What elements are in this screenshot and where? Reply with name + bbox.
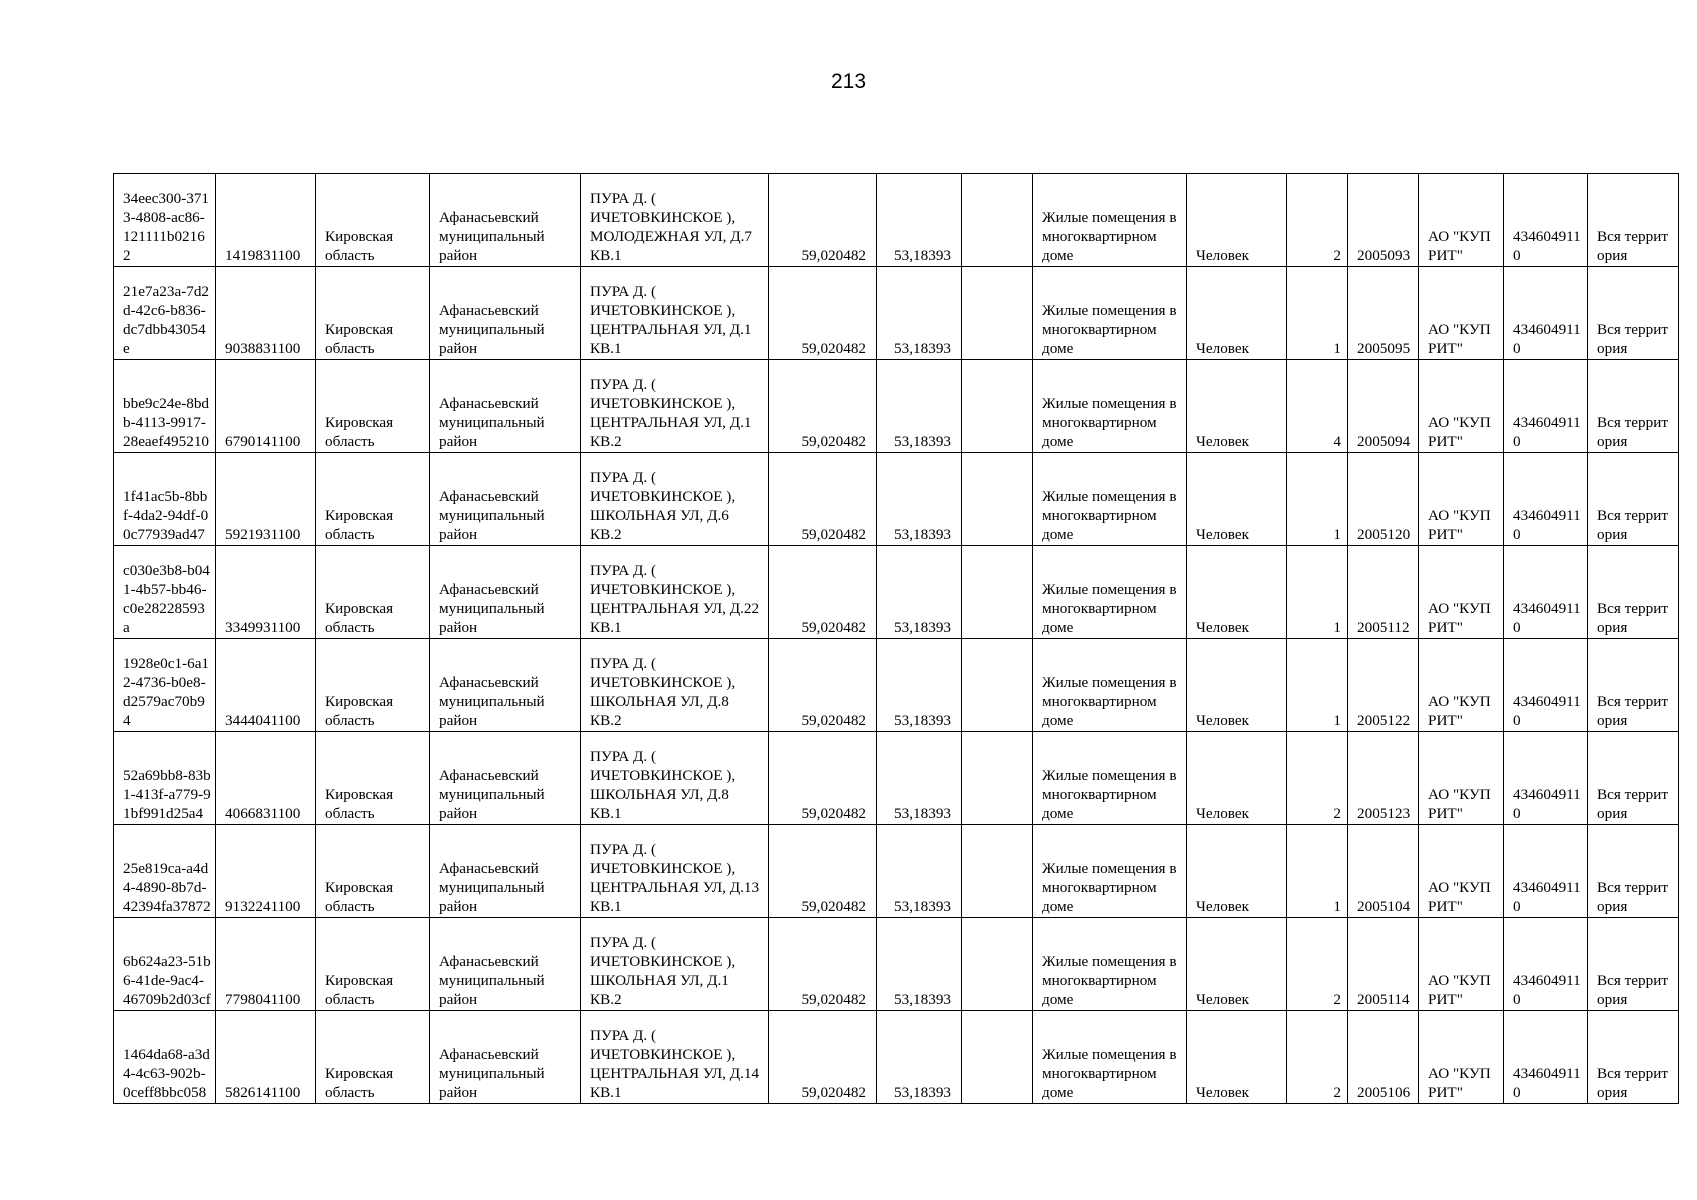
unit-cell: Человек <box>1187 546 1287 639</box>
latitude-cell: 59,020482 <box>769 174 877 267</box>
inn-cell: 4346049110 <box>1504 267 1588 360</box>
inn-cell: 4346049110 <box>1504 546 1588 639</box>
territory-cell: Вся территория <box>1588 1011 1679 1104</box>
inn-cell: 4346049110 <box>1504 360 1588 453</box>
code-cell: 3444041100 <box>216 639 316 732</box>
territory-cell: Вся территория <box>1588 639 1679 732</box>
latitude-cell: 59,020482 <box>769 918 877 1011</box>
longitude-cell: 53,18393 <box>877 360 962 453</box>
number-cell: 2005093 <box>1348 174 1419 267</box>
longitude-cell: 53,18393 <box>877 453 962 546</box>
inn-cell: 4346049110 <box>1504 918 1588 1011</box>
premises-type-cell: Жилые помещения в многоквартирном доме <box>1033 825 1187 918</box>
count-cell: 2 <box>1287 174 1348 267</box>
count-cell: 1 <box>1287 639 1348 732</box>
record-id-cell: 1928e0c1-6a12-4736-b0e8-d2579ac70b94 <box>114 639 216 732</box>
code-cell: 6790141100 <box>216 360 316 453</box>
address-cell: ПУРА Д. ( ИЧЕТОВКИНСКОЕ ), ЦЕНТРАЛЬНАЯ УЛ, Д.13 КВ.1 <box>581 825 769 918</box>
territory-cell: Вся территория <box>1588 918 1679 1011</box>
region-cell: Кировская область <box>316 1011 430 1104</box>
record-id-cell: 21e7a23a-7d2d-42c6-b836-dc7dbb43054e <box>114 267 216 360</box>
number-cell: 2005104 <box>1348 825 1419 918</box>
number-cell: 2005095 <box>1348 267 1419 360</box>
empty-cell <box>962 639 1033 732</box>
territory-cell: Вся территория <box>1588 174 1679 267</box>
record-id-cell: 1464da68-a3d4-4c63-902b-0ceff8bbc058 <box>114 1011 216 1104</box>
count-cell: 1 <box>1287 267 1348 360</box>
count-cell: 2 <box>1287 732 1348 825</box>
code-cell: 5921931100 <box>216 453 316 546</box>
address-cell: ПУРА Д. ( ИЧЕТОВКИНСКОЕ ), ЦЕНТРАЛЬНАЯ УЛ, Д.22 КВ.1 <box>581 546 769 639</box>
count-cell: 2 <box>1287 1011 1348 1104</box>
region-cell: Кировская область <box>316 546 430 639</box>
organization-cell: АО "КУПРИТ" <box>1419 453 1504 546</box>
table-row <box>114 1011 1679 1104</box>
premises-type-cell: Жилые помещения в многоквартирном доме <box>1033 732 1187 825</box>
premises-type-cell: Жилые помещения в многоквартирном доме <box>1033 1011 1187 1104</box>
record-id-cell: 1f41ac5b-8bbf-4da2-94df-00c77939ad47 <box>114 453 216 546</box>
unit-cell: Человек <box>1187 174 1287 267</box>
address-cell: ПУРА Д. ( ИЧЕТОВКИНСКОЕ ), МОЛОДЕЖНАЯ УЛ, Д.7 КВ.1 <box>581 174 769 267</box>
address-cell: ПУРА Д. ( ИЧЕТОВКИНСКОЕ ), ШКОЛЬНАЯ УЛ, Д.8 КВ.2 <box>581 639 769 732</box>
unit-cell: Человек <box>1187 825 1287 918</box>
number-cell: 2005106 <box>1348 1011 1419 1104</box>
empty-cell <box>962 453 1033 546</box>
number-cell: 2005123 <box>1348 732 1419 825</box>
latitude-cell: 59,020482 <box>769 732 877 825</box>
district-cell: Афанасьевский муниципальный район <box>430 174 581 267</box>
code-cell: 4066831100 <box>216 732 316 825</box>
empty-cell <box>962 825 1033 918</box>
record-id-cell: 6b624a23-51b6-41de-9ac4-46709b2d03cf <box>114 918 216 1011</box>
table-body <box>114 174 1679 1104</box>
page-number: 213 <box>830 70 867 93</box>
region-cell: Кировская область <box>316 918 430 1011</box>
table-row <box>114 174 1679 267</box>
record-id-cell: bbe9c24e-8bdb-4113-9917-28eaef495210 <box>114 360 216 453</box>
empty-cell <box>962 732 1033 825</box>
organization-cell: АО "КУПРИТ" <box>1419 918 1504 1011</box>
unit-cell: Человек <box>1187 1011 1287 1104</box>
region-cell: Кировская область <box>316 174 430 267</box>
table-row <box>114 639 1679 732</box>
latitude-cell: 59,020482 <box>769 1011 877 1104</box>
region-cell: Кировская область <box>316 453 430 546</box>
inn-cell: 4346049110 <box>1504 453 1588 546</box>
organization-cell: АО "КУПРИТ" <box>1419 732 1504 825</box>
empty-cell <box>962 918 1033 1011</box>
record-id-cell: 34eec300-3713-4808-ac86-121111b02162 <box>114 174 216 267</box>
premises-type-cell: Жилые помещения в многоквартирном доме <box>1033 918 1187 1011</box>
longitude-cell: 53,18393 <box>877 174 962 267</box>
unit-cell: Человек <box>1187 639 1287 732</box>
longitude-cell: 53,18393 <box>877 546 962 639</box>
table-row <box>114 918 1679 1011</box>
longitude-cell: 53,18393 <box>877 267 962 360</box>
district-cell: Афанасьевский муниципальный район <box>430 546 581 639</box>
empty-cell <box>962 1011 1033 1104</box>
unit-cell: Человек <box>1187 360 1287 453</box>
count-cell: 1 <box>1287 453 1348 546</box>
territory-cell: Вся территория <box>1588 825 1679 918</box>
inn-cell: 4346049110 <box>1504 639 1588 732</box>
address-cell: ПУРА Д. ( ИЧЕТОВКИНСКОЕ ), ЦЕНТРАЛЬНАЯ УЛ, Д.14 КВ.1 <box>581 1011 769 1104</box>
code-cell: 1419831100 <box>216 174 316 267</box>
code-cell: 9038831100 <box>216 267 316 360</box>
address-cell: ПУРА Д. ( ИЧЕТОВКИНСКОЕ ), ШКОЛЬНАЯ УЛ, Д.6 КВ.2 <box>581 453 769 546</box>
territory-cell: Вся территория <box>1588 732 1679 825</box>
organization-cell: АО "КУПРИТ" <box>1419 546 1504 639</box>
premises-type-cell: Жилые помещения в многоквартирном доме <box>1033 639 1187 732</box>
territory-cell: Вся территория <box>1588 360 1679 453</box>
empty-cell <box>962 546 1033 639</box>
district-cell: Афанасьевский муниципальный район <box>430 453 581 546</box>
unit-cell: Человек <box>1187 732 1287 825</box>
address-cell: ПУРА Д. ( ИЧЕТОВКИНСКОЕ ), ШКОЛЬНАЯ УЛ, Д.8 КВ.1 <box>581 732 769 825</box>
table-row <box>114 360 1679 453</box>
empty-cell <box>962 360 1033 453</box>
inn-cell: 4346049110 <box>1504 1011 1588 1104</box>
number-cell: 2005122 <box>1348 639 1419 732</box>
region-cell: Кировская область <box>316 267 430 360</box>
territory-cell: Вся территория <box>1588 453 1679 546</box>
longitude-cell: 53,18393 <box>877 639 962 732</box>
district-cell: Афанасьевский муниципальный район <box>430 360 581 453</box>
district-cell: Афанасьевский муниципальный район <box>430 639 581 732</box>
premises-type-cell: Жилые помещения в многоквартирном доме <box>1033 453 1187 546</box>
number-cell: 2005114 <box>1348 918 1419 1011</box>
latitude-cell: 59,020482 <box>769 639 877 732</box>
count-cell: 2 <box>1287 918 1348 1011</box>
inn-cell: 4346049110 <box>1504 825 1588 918</box>
empty-cell <box>962 267 1033 360</box>
organization-cell: АО "КУПРИТ" <box>1419 1011 1504 1104</box>
district-cell: Афанасьевский муниципальный район <box>430 732 581 825</box>
premises-type-cell: Жилые помещения в многоквартирном доме <box>1033 174 1187 267</box>
table-row <box>114 267 1679 360</box>
longitude-cell: 53,18393 <box>877 732 962 825</box>
code-cell: 3349931100 <box>216 546 316 639</box>
address-cell: ПУРА Д. ( ИЧЕТОВКИНСКОЕ ), ШКОЛЬНАЯ УЛ, Д.1 КВ.2 <box>581 918 769 1011</box>
latitude-cell: 59,020482 <box>769 825 877 918</box>
region-cell: Кировская область <box>316 360 430 453</box>
inn-cell: 4346049110 <box>1504 174 1588 267</box>
number-cell: 2005112 <box>1348 546 1419 639</box>
territory-cell: Вся территория <box>1588 267 1679 360</box>
empty-cell <box>962 174 1033 267</box>
longitude-cell: 53,18393 <box>877 825 962 918</box>
code-cell: 9132241100 <box>216 825 316 918</box>
code-cell: 5826141100 <box>216 1011 316 1104</box>
organization-cell: АО "КУПРИТ" <box>1419 825 1504 918</box>
code-cell: 7798041100 <box>216 918 316 1011</box>
premises-type-cell: Жилые помещения в многоквартирном доме <box>1033 360 1187 453</box>
latitude-cell: 59,020482 <box>769 546 877 639</box>
premises-type-cell: Жилые помещения в многоквартирном доме <box>1033 546 1187 639</box>
count-cell: 1 <box>1287 825 1348 918</box>
record-id-cell: 52a69bb8-83b1-413f-a779-91bf991d25a4 <box>114 732 216 825</box>
latitude-cell: 59,020482 <box>769 267 877 360</box>
address-cell: ПУРА Д. ( ИЧЕТОВКИНСКОЕ ), ЦЕНТРАЛЬНАЯ УЛ, Д.1 КВ.2 <box>581 360 769 453</box>
inn-cell: 4346049110 <box>1504 732 1588 825</box>
unit-cell: Человек <box>1187 918 1287 1011</box>
address-cell: ПУРА Д. ( ИЧЕТОВКИНСКОЕ ), ЦЕНТРАЛЬНАЯ УЛ, Д.1 КВ.1 <box>581 267 769 360</box>
territory-cell: Вся территория <box>1588 546 1679 639</box>
latitude-cell: 59,020482 <box>769 360 877 453</box>
record-id-cell: c030e3b8-b041-4b57-bb46-c0e28228593a <box>114 546 216 639</box>
count-cell: 1 <box>1287 546 1348 639</box>
table-row <box>114 546 1679 639</box>
region-cell: Кировская область <box>316 825 430 918</box>
table-row <box>114 825 1679 918</box>
organization-cell: АО "КУПРИТ" <box>1419 360 1504 453</box>
organization-cell: АО "КУПРИТ" <box>1419 174 1504 267</box>
count-cell: 4 <box>1287 360 1348 453</box>
unit-cell: Человек <box>1187 267 1287 360</box>
region-cell: Кировская область <box>316 732 430 825</box>
district-cell: Афанасьевский муниципальный район <box>430 918 581 1011</box>
district-cell: Афанасьевский муниципальный район <box>430 825 581 918</box>
table-row <box>114 732 1679 825</box>
number-cell: 2005120 <box>1348 453 1419 546</box>
registry-table <box>113 173 1679 1104</box>
premises-type-cell: Жилые помещения в многоквартирном доме <box>1033 267 1187 360</box>
record-id-cell: 25e819ca-a4d4-4890-8b7d-42394fa37872 <box>114 825 216 918</box>
district-cell: Афанасьевский муниципальный район <box>430 267 581 360</box>
latitude-cell: 59,020482 <box>769 453 877 546</box>
organization-cell: АО "КУПРИТ" <box>1419 267 1504 360</box>
number-cell: 2005094 <box>1348 360 1419 453</box>
table-row <box>114 453 1679 546</box>
region-cell: Кировская область <box>316 639 430 732</box>
district-cell: Афанасьевский муниципальный район <box>430 1011 581 1104</box>
longitude-cell: 53,18393 <box>877 918 962 1011</box>
unit-cell: Человек <box>1187 453 1287 546</box>
organization-cell: АО "КУПРИТ" <box>1419 639 1504 732</box>
longitude-cell: 53,18393 <box>877 1011 962 1104</box>
